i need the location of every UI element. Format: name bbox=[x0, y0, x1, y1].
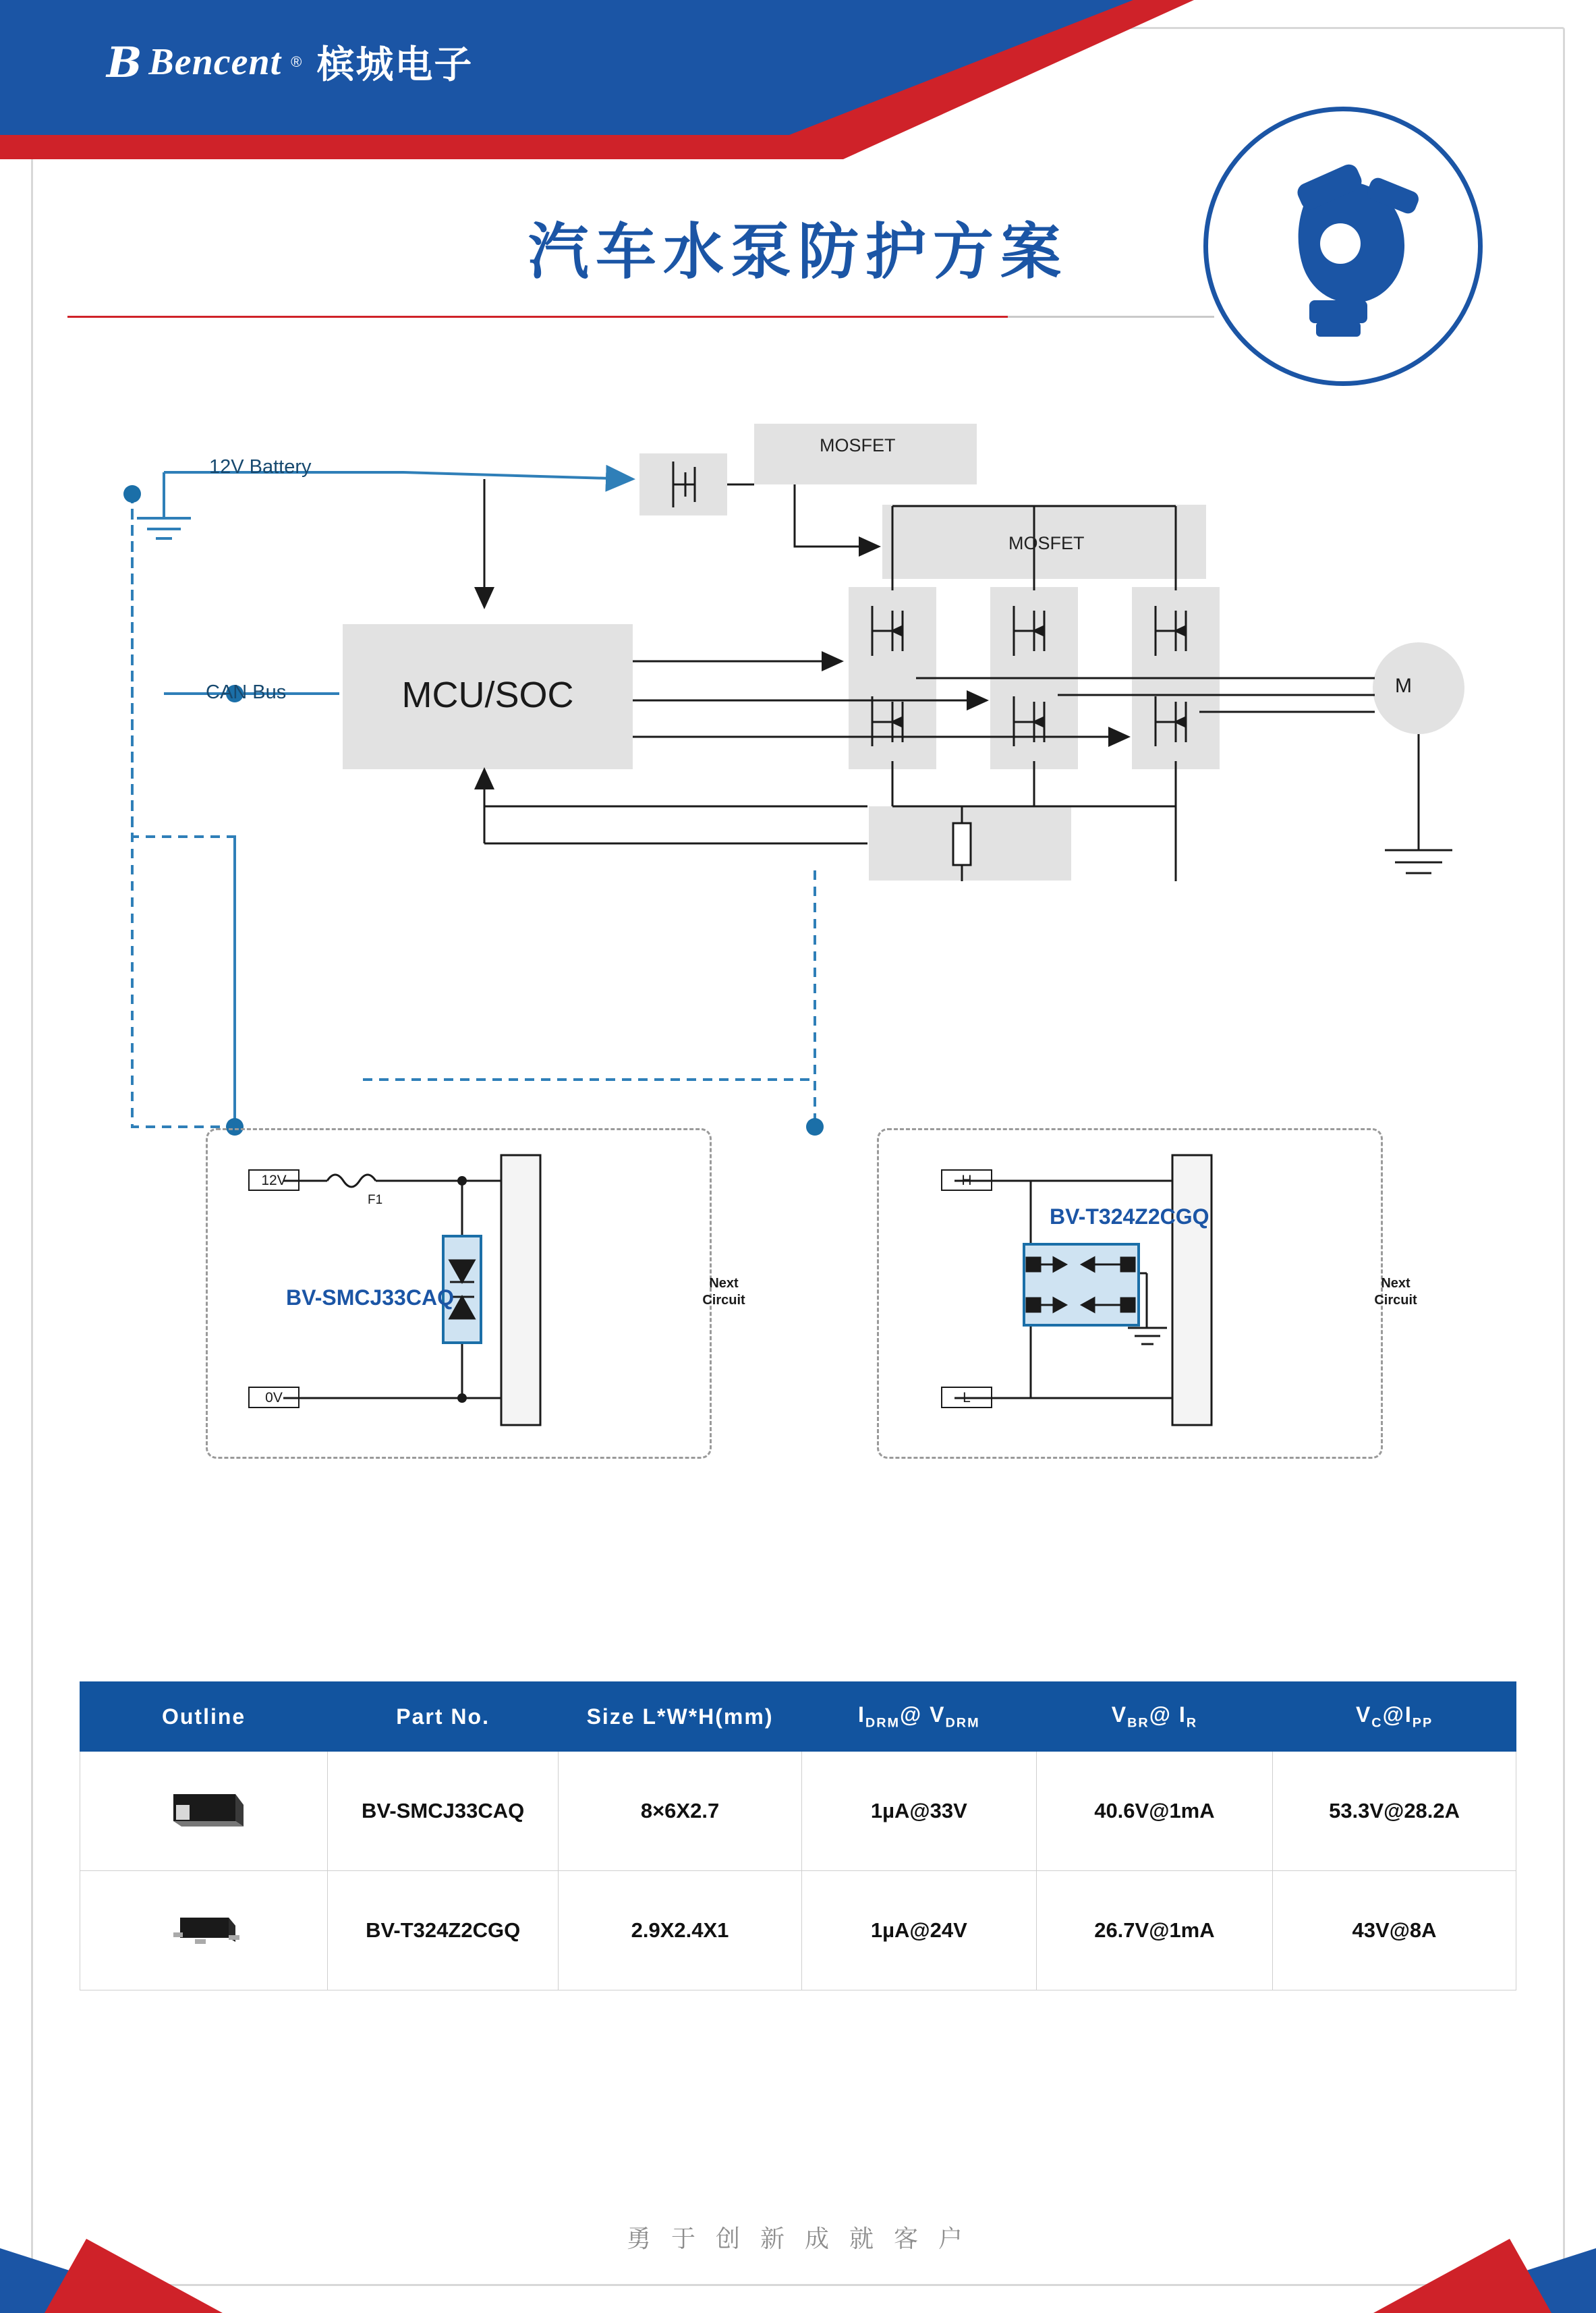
cell-outline-smc bbox=[80, 1752, 328, 1871]
table-row bbox=[80, 1752, 1516, 1871]
pin-h: H bbox=[941, 1169, 992, 1191]
th-outline: Outline bbox=[80, 1682, 328, 1752]
cell-size-1: 8×6X2.7 bbox=[559, 1752, 802, 1871]
cell-vc-1: 53.3V@28.2A bbox=[1273, 1752, 1516, 1871]
pump-badge bbox=[1203, 107, 1483, 386]
cell-part-no-1: BV-SMCJ33CAQ bbox=[328, 1752, 559, 1871]
next-circuit-left-text: Next Circuit bbox=[702, 1276, 745, 1308]
cell-size-2: 2.9X2.4X1 bbox=[559, 1871, 802, 1990]
smc-package-icon bbox=[153, 1778, 254, 1839]
th-vbr: $V_{BR}@$ $I_R$ bbox=[1036, 1682, 1272, 1752]
th-size: Size L*W*H(mm) bbox=[559, 1682, 802, 1752]
part-label-t324z2cgq: BV-T324Z2CGQ bbox=[1050, 1204, 1209, 1229]
pin-0v: 0V bbox=[248, 1387, 300, 1408]
cell-idrm-2: 1µA@24V bbox=[801, 1871, 1036, 1990]
table-row bbox=[80, 1871, 1516, 1990]
water-pump-icon bbox=[1208, 111, 1469, 372]
cell-vbr-2: 26.7V@1mA bbox=[1036, 1871, 1272, 1990]
label-12v-battery: 12V Battery bbox=[209, 456, 312, 478]
label-mosfet-driver: MOSFET bbox=[1008, 533, 1085, 553]
cell-vc-2: 43V@8A bbox=[1273, 1871, 1516, 1990]
logo-wordmark: Bencent bbox=[148, 41, 282, 83]
label-mosfet-top: MOSFET bbox=[820, 435, 896, 455]
logo-chinese-name: 槟城电子 bbox=[316, 43, 474, 86]
th-vc: $V_C@I_{PP}$ bbox=[1273, 1682, 1516, 1752]
next-circuit-right bbox=[1374, 1161, 1417, 1424]
specs-table bbox=[80, 1681, 1516, 1990]
next-circuit-left bbox=[702, 1161, 745, 1424]
pin-12v: 12V bbox=[248, 1169, 300, 1191]
cell-vbr-1: 40.6V@1mA bbox=[1036, 1752, 1272, 1871]
logo-mark-icon: B bbox=[107, 37, 140, 87]
registered-trademark-icon: ® bbox=[291, 53, 302, 70]
label-can-bus: CAN Bus bbox=[206, 681, 287, 703]
cell-idrm-1: 1µA@33V bbox=[801, 1752, 1036, 1871]
part-label-smcj33caq: BV-SMCJ33CAQ bbox=[286, 1285, 454, 1310]
pin-l: L bbox=[941, 1387, 992, 1408]
next-circuit-right-text: Next Circuit bbox=[1374, 1276, 1417, 1308]
label-fuse-f1: F1 bbox=[368, 1193, 383, 1207]
block-mcu-soc: MCU/SOC bbox=[343, 624, 633, 766]
sot23-package-icon bbox=[153, 1897, 254, 1958]
table-header-row bbox=[80, 1682, 1516, 1752]
th-idrm: $I_{DRM}@$ $V_{DRM}$ bbox=[801, 1682, 1036, 1752]
th-part-no: Part No. bbox=[328, 1682, 559, 1752]
cell-part-no-2: BV-T324Z2CGQ bbox=[328, 1871, 559, 1990]
title-divider bbox=[67, 316, 1214, 318]
footer-shapes bbox=[0, 2219, 1596, 2313]
cell-outline-sot23 bbox=[80, 1871, 328, 1990]
footer-slogan: 勇 于 创 新 成 就 客 户 bbox=[626, 2225, 969, 2252]
page-title: 汽车水泵防护方案 bbox=[528, 219, 1068, 286]
brand-logo bbox=[107, 35, 473, 89]
label-motor: M bbox=[1395, 675, 1412, 697]
